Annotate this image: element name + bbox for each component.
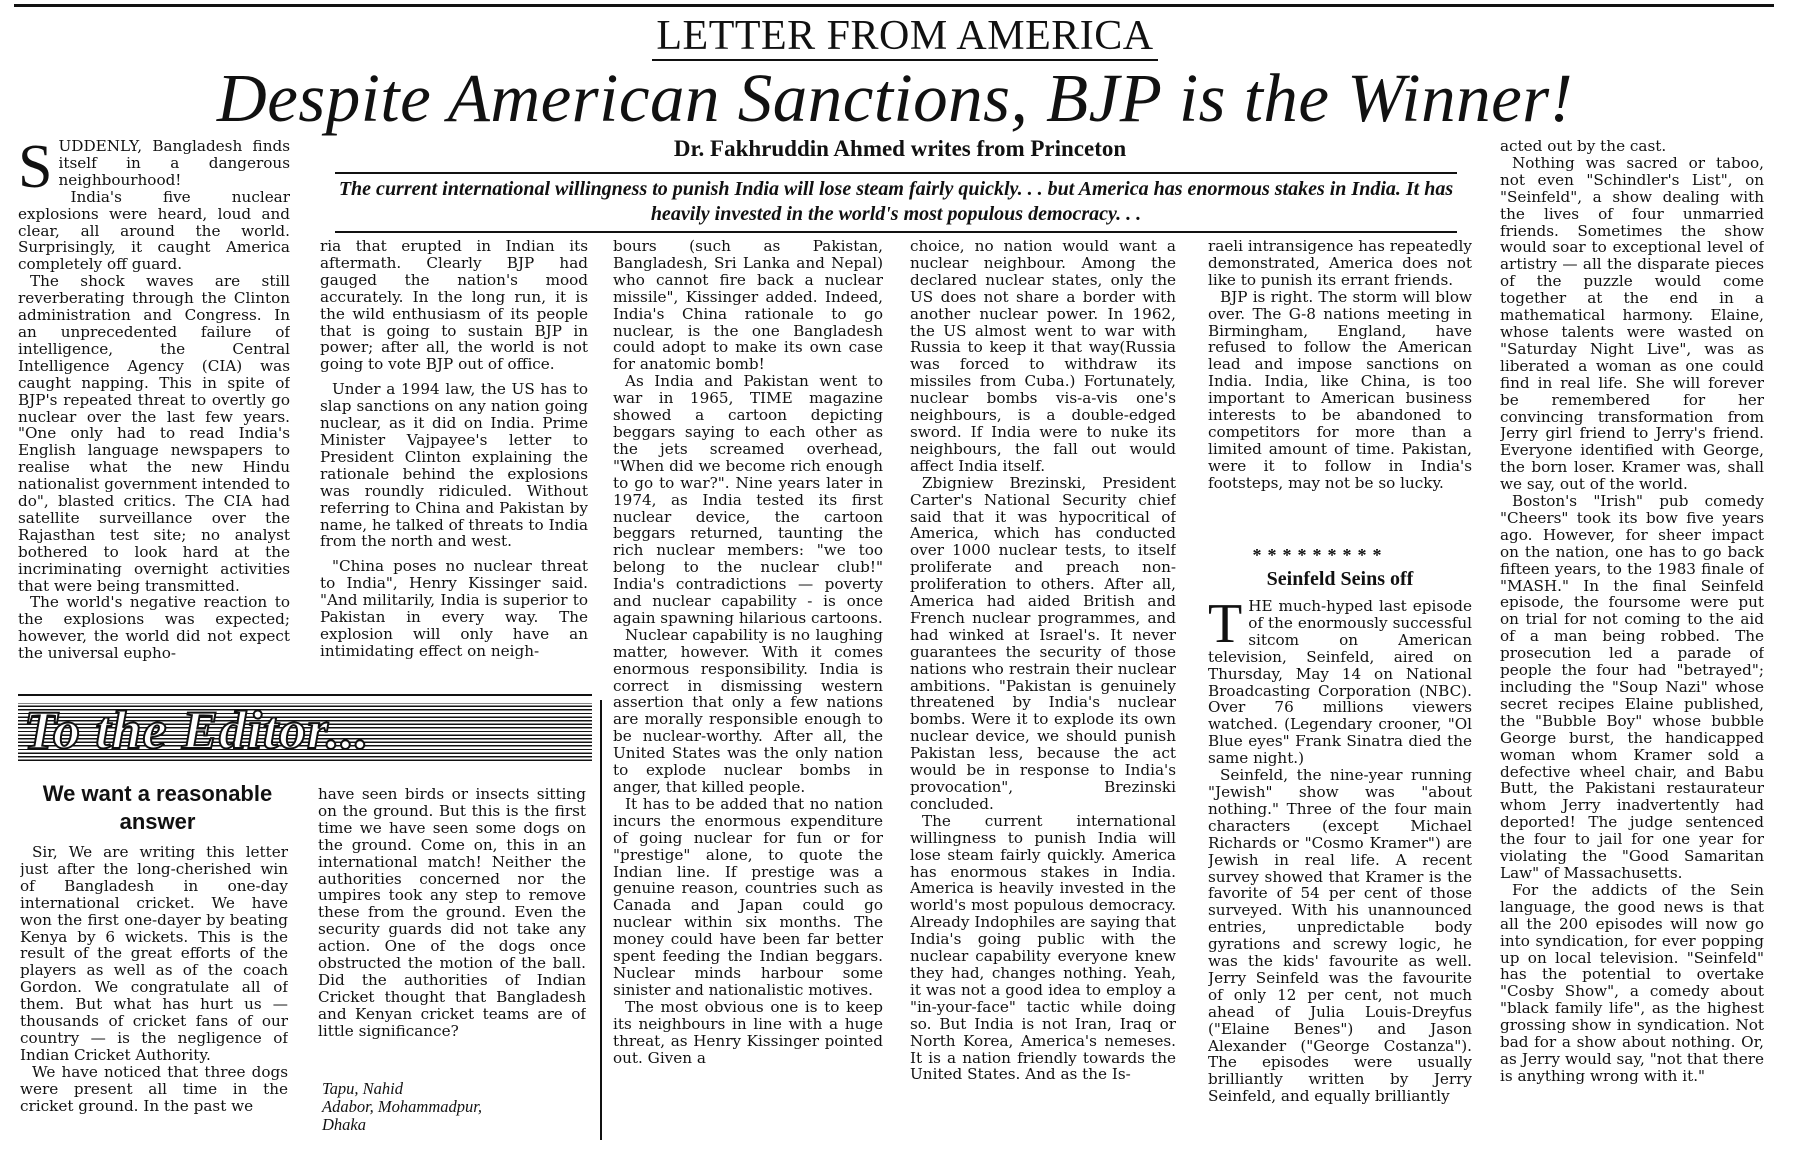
headline: Despite American Sanctions, BJP is the Winner! [216,60,1574,136]
deck: The current international willingness to punish India will lose steam fairly quickly. . . but America has enormous stakes in India. It has heavily invested in the world's most populous democracy. . . [338,178,1454,225]
letters-divider [600,700,602,1140]
to-the-editor-banner [18,700,592,761]
paragraph: choice, no nation would want a nuclear neighbour. Among the declared nuclear states, only the US does not share a border with another nuclear power. In 1962, the US almost went to war with Russia to keep it that way(Russia was forced to withdraw its missiles from Cuba.) Fortunately, nuclear bombs vis-a-vis one's neighbours, is a double-edged sword. If India were to nuke its neighbours, the fall out would affect India itself. [910,238,1176,475]
paragraph: BJP is right. The storm will blow over. The G-8 nations meeting in Birmingham, England, have refused to follow the American lead and impose sanctions on India. India, like China, is too important to American business interests to be abandoned to competitors for more than a limited amount of time. Pakistan, were it to follow in India's footsteps, may not be so lucky. [1208,287,1472,492]
letter-signature [322,1080,542,1134]
banner-title: To the Editor... [24,700,370,760]
paragraph: acted out by the cast. [1500,138,1667,155]
paragraph: have seen birds or insects sitting on the ground. But this is the first time we have seen some dogs on the ground. Come on, this in an international match! Neither the authorities concerned nor the umpires took any step to remove these from the ground. Even the security guards did not take any action. One of the dogs once obstructed the motion of the ball. Did the authorities of Indian Cricket thought that Bangladesh and Kenyan cricket teams are of little significance? [318,786,586,1040]
paragraph: HE much-hyped last episode of the enormously successful sitcom on American television, Seinfeld, aired on Thursday, May 14 on National Broadcasting Corporation (NBC). Over 76 millions viewers watched. (Legendary crooner, "Ol Blue eyes" Frank Sinatra died the same night.) [1208,598,1472,768]
section-separator-stars: ********* [1252,545,1388,565]
drop-cap: T [1208,598,1243,655]
paragraph: Under a 1994 law, the US has to slap sanctions on any nation going nuclear, as it did on India. Prime Minister Vajpayee's letter to President Clinton explaining the rationale behind the explosions was roundly ridiculed. Without referring to China and Pakistan by name, he talked of threats to India from the north and west. [320,380,588,551]
paragraph: The most obvious one is to keep its neighbours in line with a huge threat, as Henry Kissinger pointed out. Given a [613,997,883,1067]
letters-top-rule [18,694,592,696]
signature-name: Tapu, Nahid [322,1079,404,1098]
section-kicker: LETTER FROM AMERICA [620,12,1190,60]
article-column-3 [613,238,883,1140]
letter-title: We want a reasonable answer [42,781,273,834]
article-column-2 [320,238,588,680]
deck-box [335,172,1457,233]
paragraph: Nothing was sacred or taboo, not even "Schindler's List", on "Seinfeld", a show dealing with the lives of four unmarried friends. Sometimes the show would soar to exceptional level of artistry — all the disparate pieces of the puzzle would come together at the end in a mathematical harmony. Elaine, whose talents were wasted on "Saturday Night Live", was as liberated a woman as one could find in real life. She will forever be remembered for her convincing transformation from Jerry girl friend to Jerry's friend. Everyone identified with George, the born loser. Kramer was, shall we say, out of the world. [1500,153,1764,494]
paragraph: The shock waves are still reverberating through the Clinton administration and Congress. In an unprecedented failure of intelligence, the Central Intelligence Agency (CIA) was caught napping. This in spite of BJP's repeated threat to overtly go nuclear over the last few years. "One only had to read India's English language newspapers to realise what the new Hindu nationalist government intended to do", blasted critics. The CIA had satellite surveillance over the Rajasthan test site; no analyst bothered to look hard at the incriminating overnight activities that were being transmitted. [18,272,290,595]
signature-address: Adabor, Mohammadpur, [322,1097,482,1116]
paragraph: We have noticed that three dogs were present all time in the cricket ground. In the past we [20,1062,288,1115]
article-column-5 [1208,238,1472,538]
paragraph: The current international willingness to punish India will lose steam fairly quickly. America has enormous stakes in India. America is heavily invested in the world's most populous democracy. Already Indophiles are saying that India's going public with the nuclear capability everyone knew they had, changes nothing. Yeah, it was not a good idea to employ a "in-your-face" tactic while doing so. But India is not Iran, Iraq or North Korea, America's nemeses. It is a nation friendly towards the United States. And as the Is- [910,811,1176,1084]
paragraph: Sir, We are writing this letter just after the long-cherished win of Bangladesh in one-day international cricket. We have won the first one-dayer by beating Kenya by 6 wickets. This is the result of the great efforts of the players as well as of the coach Gordon. We congratulate all of them. But what has hurt us — thousands of cricket fans of our country — is the negligence of Indian Cricket Authority. [20,844,288,1064]
signature-city: Dhaka [322,1115,366,1134]
seinfeld-subhead: Seinfeld Seins off [1266,568,1414,590]
paragraph: It has to be added that no nation incurs the enormous expenditure of going nuclear for fun or for "prestige" alone, to quote the Indian line. If prestige was a genuine reason, countries such as Canada and Japan could go nuclear within six months. The money could have been far better spent feeding the Indian beggars. Nuclear minds harbour some sinister and nationalistic motives. [613,794,883,999]
top-rule [14,4,1774,7]
byline: Dr. Fakhruddin Ahmed writes from Princeton [673,136,1127,161]
paragraph: Zbigniew Brezinski, President Carter's National Security chief said that it was hypocritical of America, which has conducted over 1000 nuclear tests, to itself proliferate and preach non-proliferation to others. After all, America had aided British and French nuclear programmes, and had winked at Israel's. It never guarantees the security of those nations who restrain their nuclear ambitions. "Pakistan is genuinely threatened by India's nuclear bombs. Were it to explode its own nuclear device, we should punish Pakistan less, because the act would be in response to India's provocation", Brezinski concluded. [910,473,1176,813]
paragraph: bours (such as Pakistan, Bangladesh, Sri Lanka and Nepal) who cannot fire back a nuclear missile", Kissinger added. Indeed, India's China rationale to go nuclear, is the one Bangladesh could adopt to make its own case for anatomic bomb! [613,238,883,374]
paragraph: Boston's "Irish" pub comedy "Cheers" took its bow five years ago. However, for sheer impact on the nation, one has to go back fifteen years, to the 1983 finale of "MASH." In the final Seinfeld episode, the foursome were put on trial for not coming to the aid of a man being robbed. The prosecution led a parade of people the four had "betrayed"; including the "Soup Nazi" whose secret recipes Elaine published, the "Bubble Boy" whose bubble George burst, the handicapped woman whom Kramer sold a defective wheel chair, and Babu Butt, the Pakistani restaurateur whom Jerry inadvertently had deported! The judge sentenced the four to jail for one year for violating the "Good Samaritan Law" of Massachusetts. [1500,492,1764,882]
paragraph: UDDENLY, Bangladesh finds itself in a dangerous neighbourhood! [58,138,290,189]
letter-column-1 [20,844,288,1140]
drop-cap: S [18,138,53,201]
paragraph: "China poses no nuclear threat to India", Henry Kissinger said. "And militarily, India is superior to Pakistan in every way. The explosion will only have an intimidating effect on neigh- [320,557,588,660]
paragraph: For the addicts of the Sein language, the good news is that all the 200 episodes will now go into syndication, for ever popping up on local television. "Seinfeld" has the potential to overtake "Cosby Show", a comedy about "black family life", as the highest grossing show in syndication. Not bad for a show about nothing. Or, as Jerry would say, "not that there is anything wrong with it." [1500,880,1764,1085]
paragraph: India's five nuclear explosions were heard, loud and clear, all around the world. Surprisingly, it caught America completely off guard. [18,187,290,274]
article-column-4 [910,238,1176,1140]
seinfeld-column [1208,598,1472,1140]
paragraph: As India and Pakistan went to war in 1965, TIME magazine showed a cartoon depicting beggars saying to each other as the jets screamed overhead, "When did we become rich enough to go to war?". Nine years later in 1974, as India tested its first nuclear device, the cartoon beggars returned, taunting the rich nuclear members: "we too belong to the nuclear club!" India's contradictions — poverty and nuclear capability - is once again spawning hilarious cartoons. [613,372,883,627]
paragraph: The world's negative reaction to the explosions was expected; however, the world did not expect the universal eupho- [18,593,290,663]
letter-column-2 [318,786,586,1056]
paragraph: ria that erupted in Indian its aftermath. Clearly BJP had gauged the nation's mood accurately. In the long run, it is the wild enthusiasm of its people that is going to sustain BJP in power; after all, the world is not going to vote BJP out of office. [320,238,588,374]
article-column-1 [18,138,290,680]
paragraph: Nuclear capability is no laughing matter, however. With it comes enormous responsibility. India is correct in dismissing western assertion that only a few nations are morally responsible enough to be nuclear-worthy. After all, the United States was the only nation to explode nuclear bombs in anger, that killed people. [613,625,883,796]
paragraph: raeli intransigence has repeatedly demonstrated, America does not like to punish its errant friends. [1208,238,1472,289]
article-column-6 [1500,138,1764,1140]
paragraph: Seinfeld, the nine-year running "Jewish" show was "about nothing." Three of the four main characters (except Michael Richards or "Cosmo Kramer") are Jewish in real life. A recent survey showed that Kramer is the favorite of 54 per cent of those surveyed. With his unannounced entries, unpredictable body gyrations and screwy logic, he was the kids' favourite as well. Jerry Seinfeld was the favourite of only 12 per cent, not much ahead of Julia Louis-Dreyfus ("Elaine Benes") and Jason Alexander ("George Costanza"). The episodes were usually brilliantly written by Jerry Seinfeld, and equally brilliantly [1208,766,1472,1106]
